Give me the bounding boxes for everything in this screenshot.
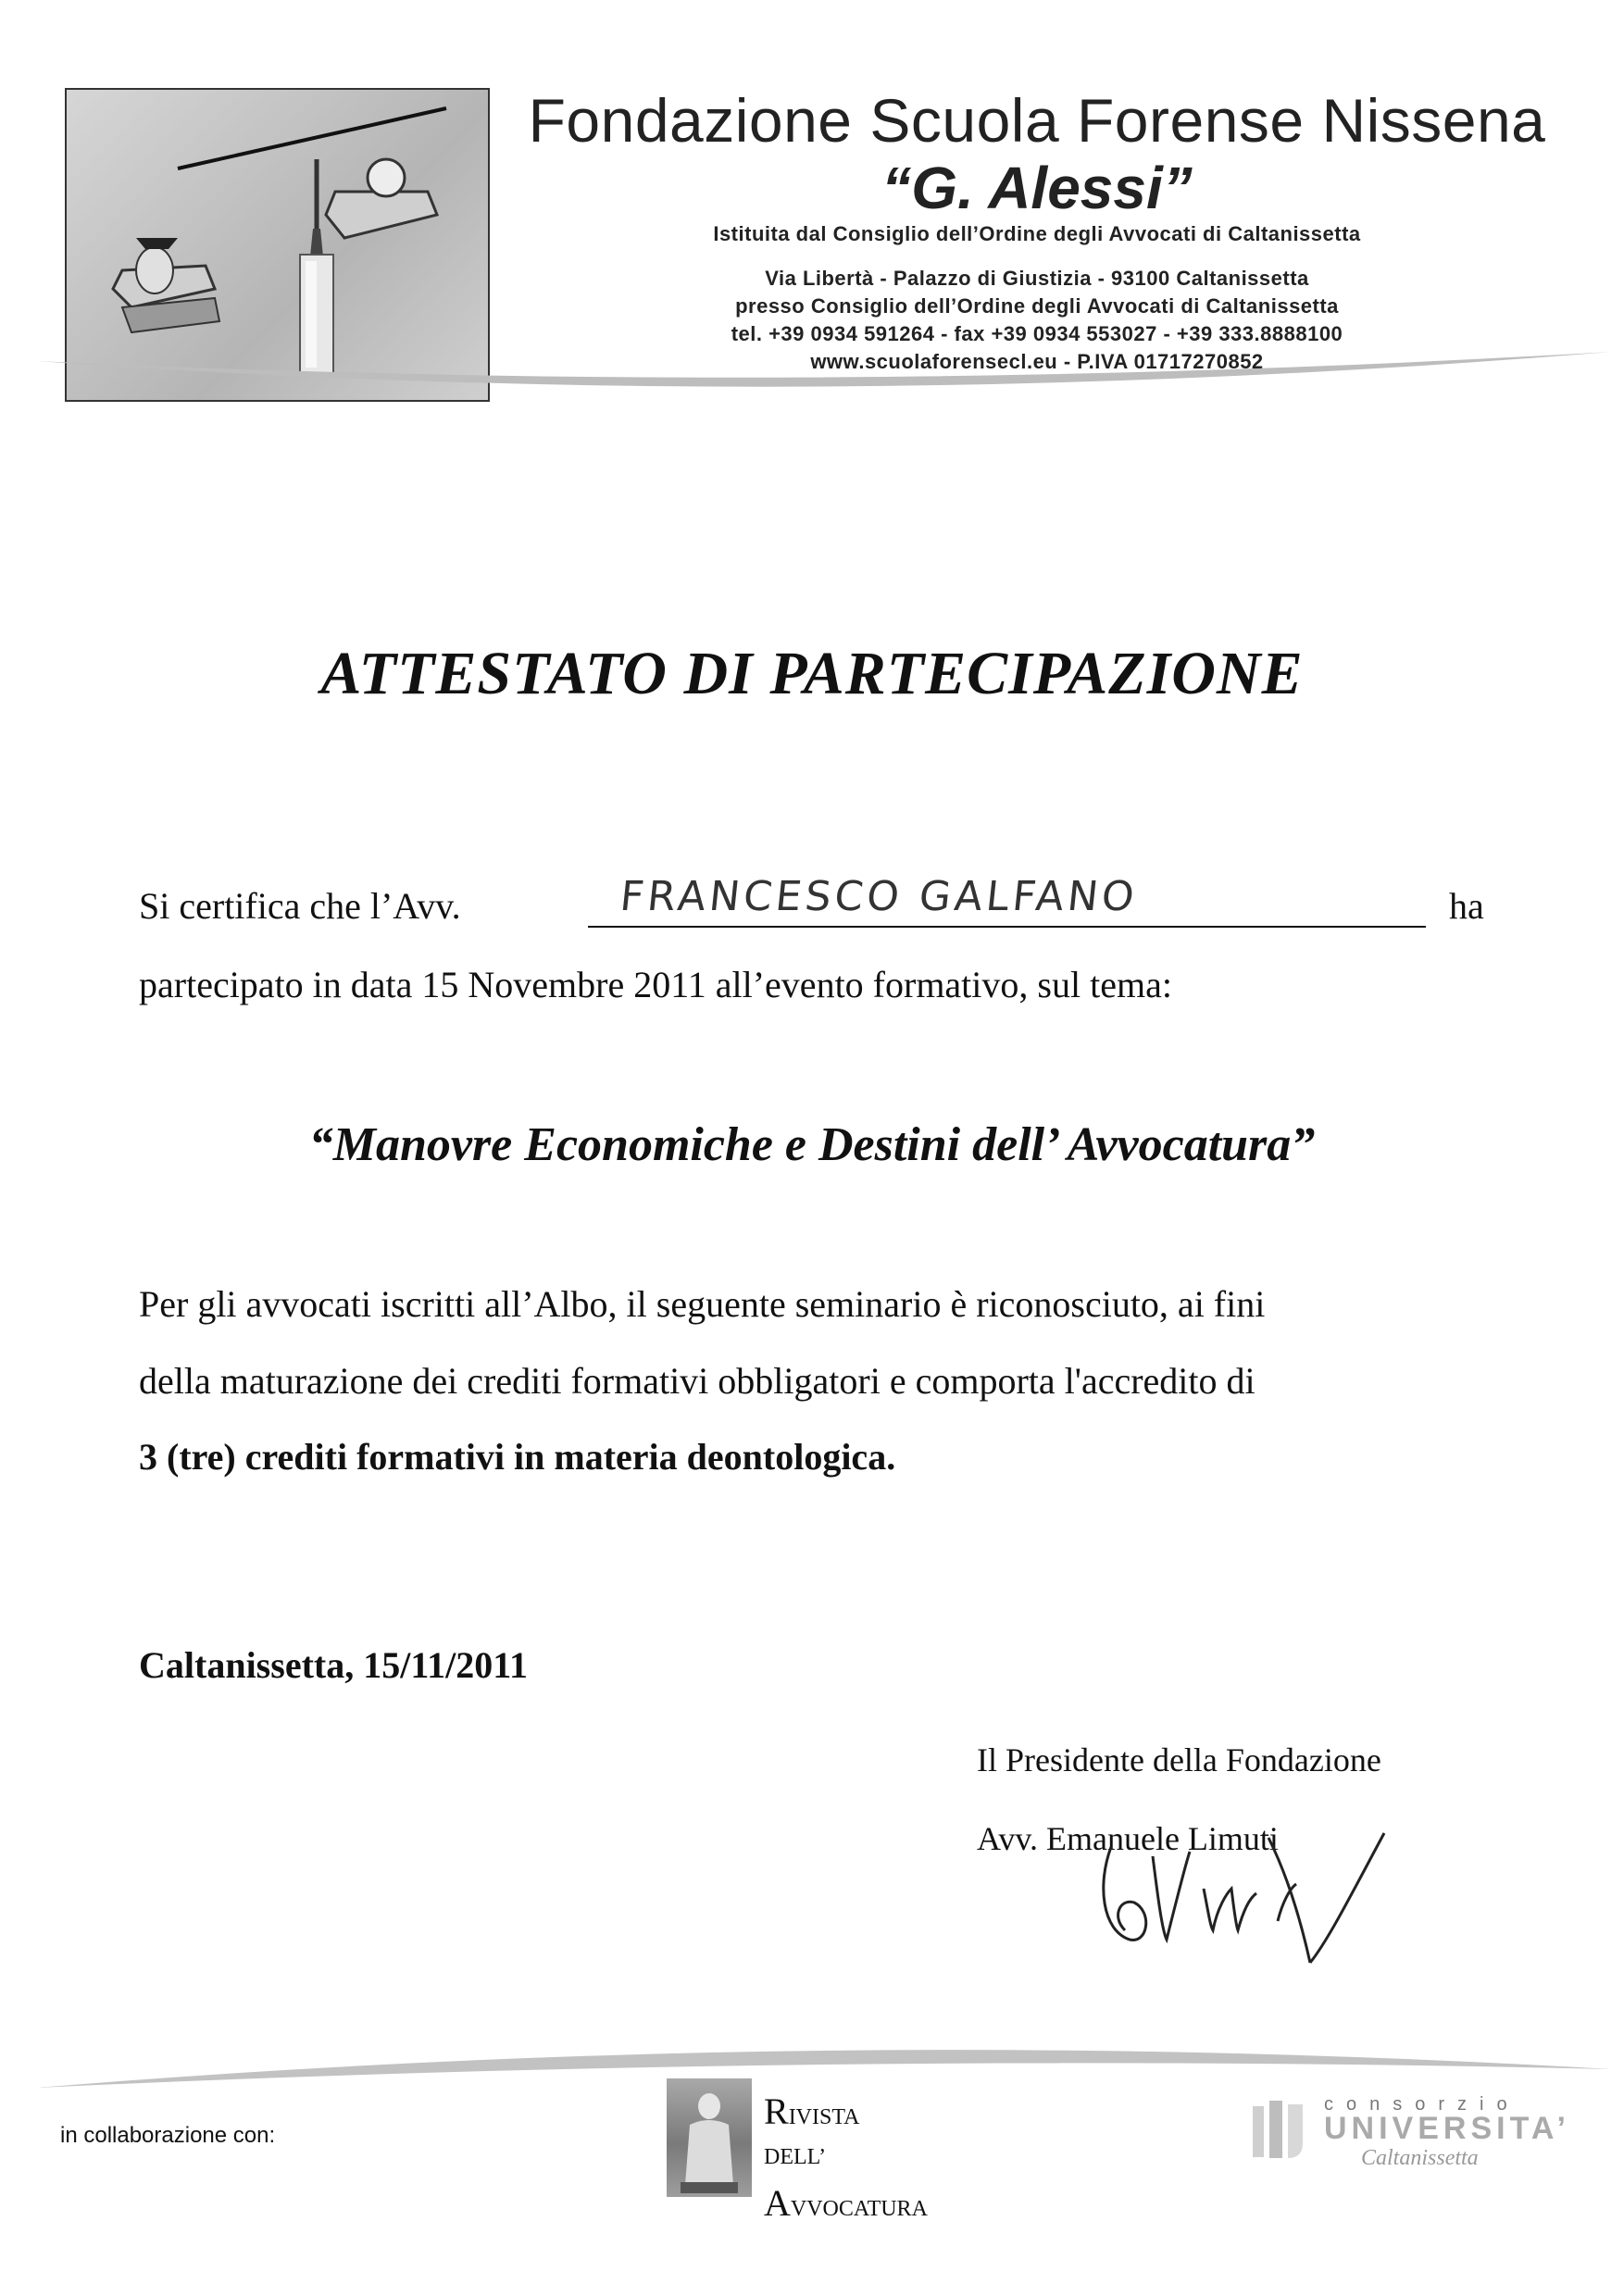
rivista-cap: R (764, 2090, 789, 2132)
org-subtitle: “G. Alessi” (881, 155, 1193, 221)
certificate-title: ATTESTATO DI PARTECIPAZIONE (320, 640, 1304, 707)
president-signature (1088, 1801, 1393, 1986)
credits-statement: 3 (tre) crediti formativi in materia deontologica. (139, 1436, 896, 1478)
event-title: “Manovre Economiche e Destini dell’ Avvocatura” (308, 1118, 1316, 1171)
consorzio-label: consorzio (1324, 2094, 1520, 2115)
address-line: Via Libertà - Palazzo di Giustizia - 93100 Caltanissetta (765, 267, 1309, 290)
signer-role: Il Presidente della Fondazione (977, 1741, 1381, 1778)
institution-line: Istituita dal Consiglio dell’Ordine degli Avvocati di Caltanissetta (713, 222, 1361, 245)
org-name: Fondazione Scuola Forense Nissena (528, 86, 1546, 155)
universita-label: UNIVERSITA’ (1324, 2111, 1570, 2146)
signer-name: Avv. Emanuele Limuti (977, 1820, 1279, 1857)
collaboration-label: in collaborazione con: (60, 2123, 276, 2148)
rivista-dell: DELL’ (764, 2145, 827, 2169)
header-swoosh-divider (37, 352, 1611, 426)
consorzio-universita-icon (1245, 2097, 1310, 2164)
attendee-name-handwritten: FRANCESCO GALFANO (618, 873, 1141, 920)
participation-line: partecipato in data 15 Novembre 2011 all’evento formativo, sul tema: (139, 964, 1172, 1005)
name-underline (588, 926, 1426, 928)
credits-paragraph-line: Per gli avvocati iscritti all’Albo, il seguente seminario è riconosciuto, ai fini (139, 1283, 1266, 1325)
avvocatura-cap: A (764, 2182, 791, 2225)
statue-image (667, 2078, 752, 2197)
address-line: presso Consiglio dell’Ordine degli Avvocati di Caltanissetta (735, 294, 1339, 318)
place-date: Caltanissetta, 15/11/2011 (139, 1644, 529, 1686)
caltanissetta-label: Caltanissetta (1361, 2146, 1479, 2170)
website-vat-line: www.scuolaforensecl.eu - P.IVA 01717270852 (810, 350, 1264, 373)
certify-text: Si certifica che l’Avv. (139, 885, 461, 927)
credits-paragraph-line: della maturazione dei crediti formativi obbligatori e comporta l'accredito di (139, 1360, 1255, 1402)
rivista-rest: IVISTA (788, 2105, 860, 2129)
avvocatura-rest: VVOCATURA (790, 2197, 928, 2222)
contact-line: tel. +39 0934 591264 - fax +39 0934 553027 - +39 333.8888100 (731, 322, 1343, 345)
certify-suffix: ha (1449, 885, 1484, 927)
rivista-avvocatura-logo (764, 2083, 928, 2232)
